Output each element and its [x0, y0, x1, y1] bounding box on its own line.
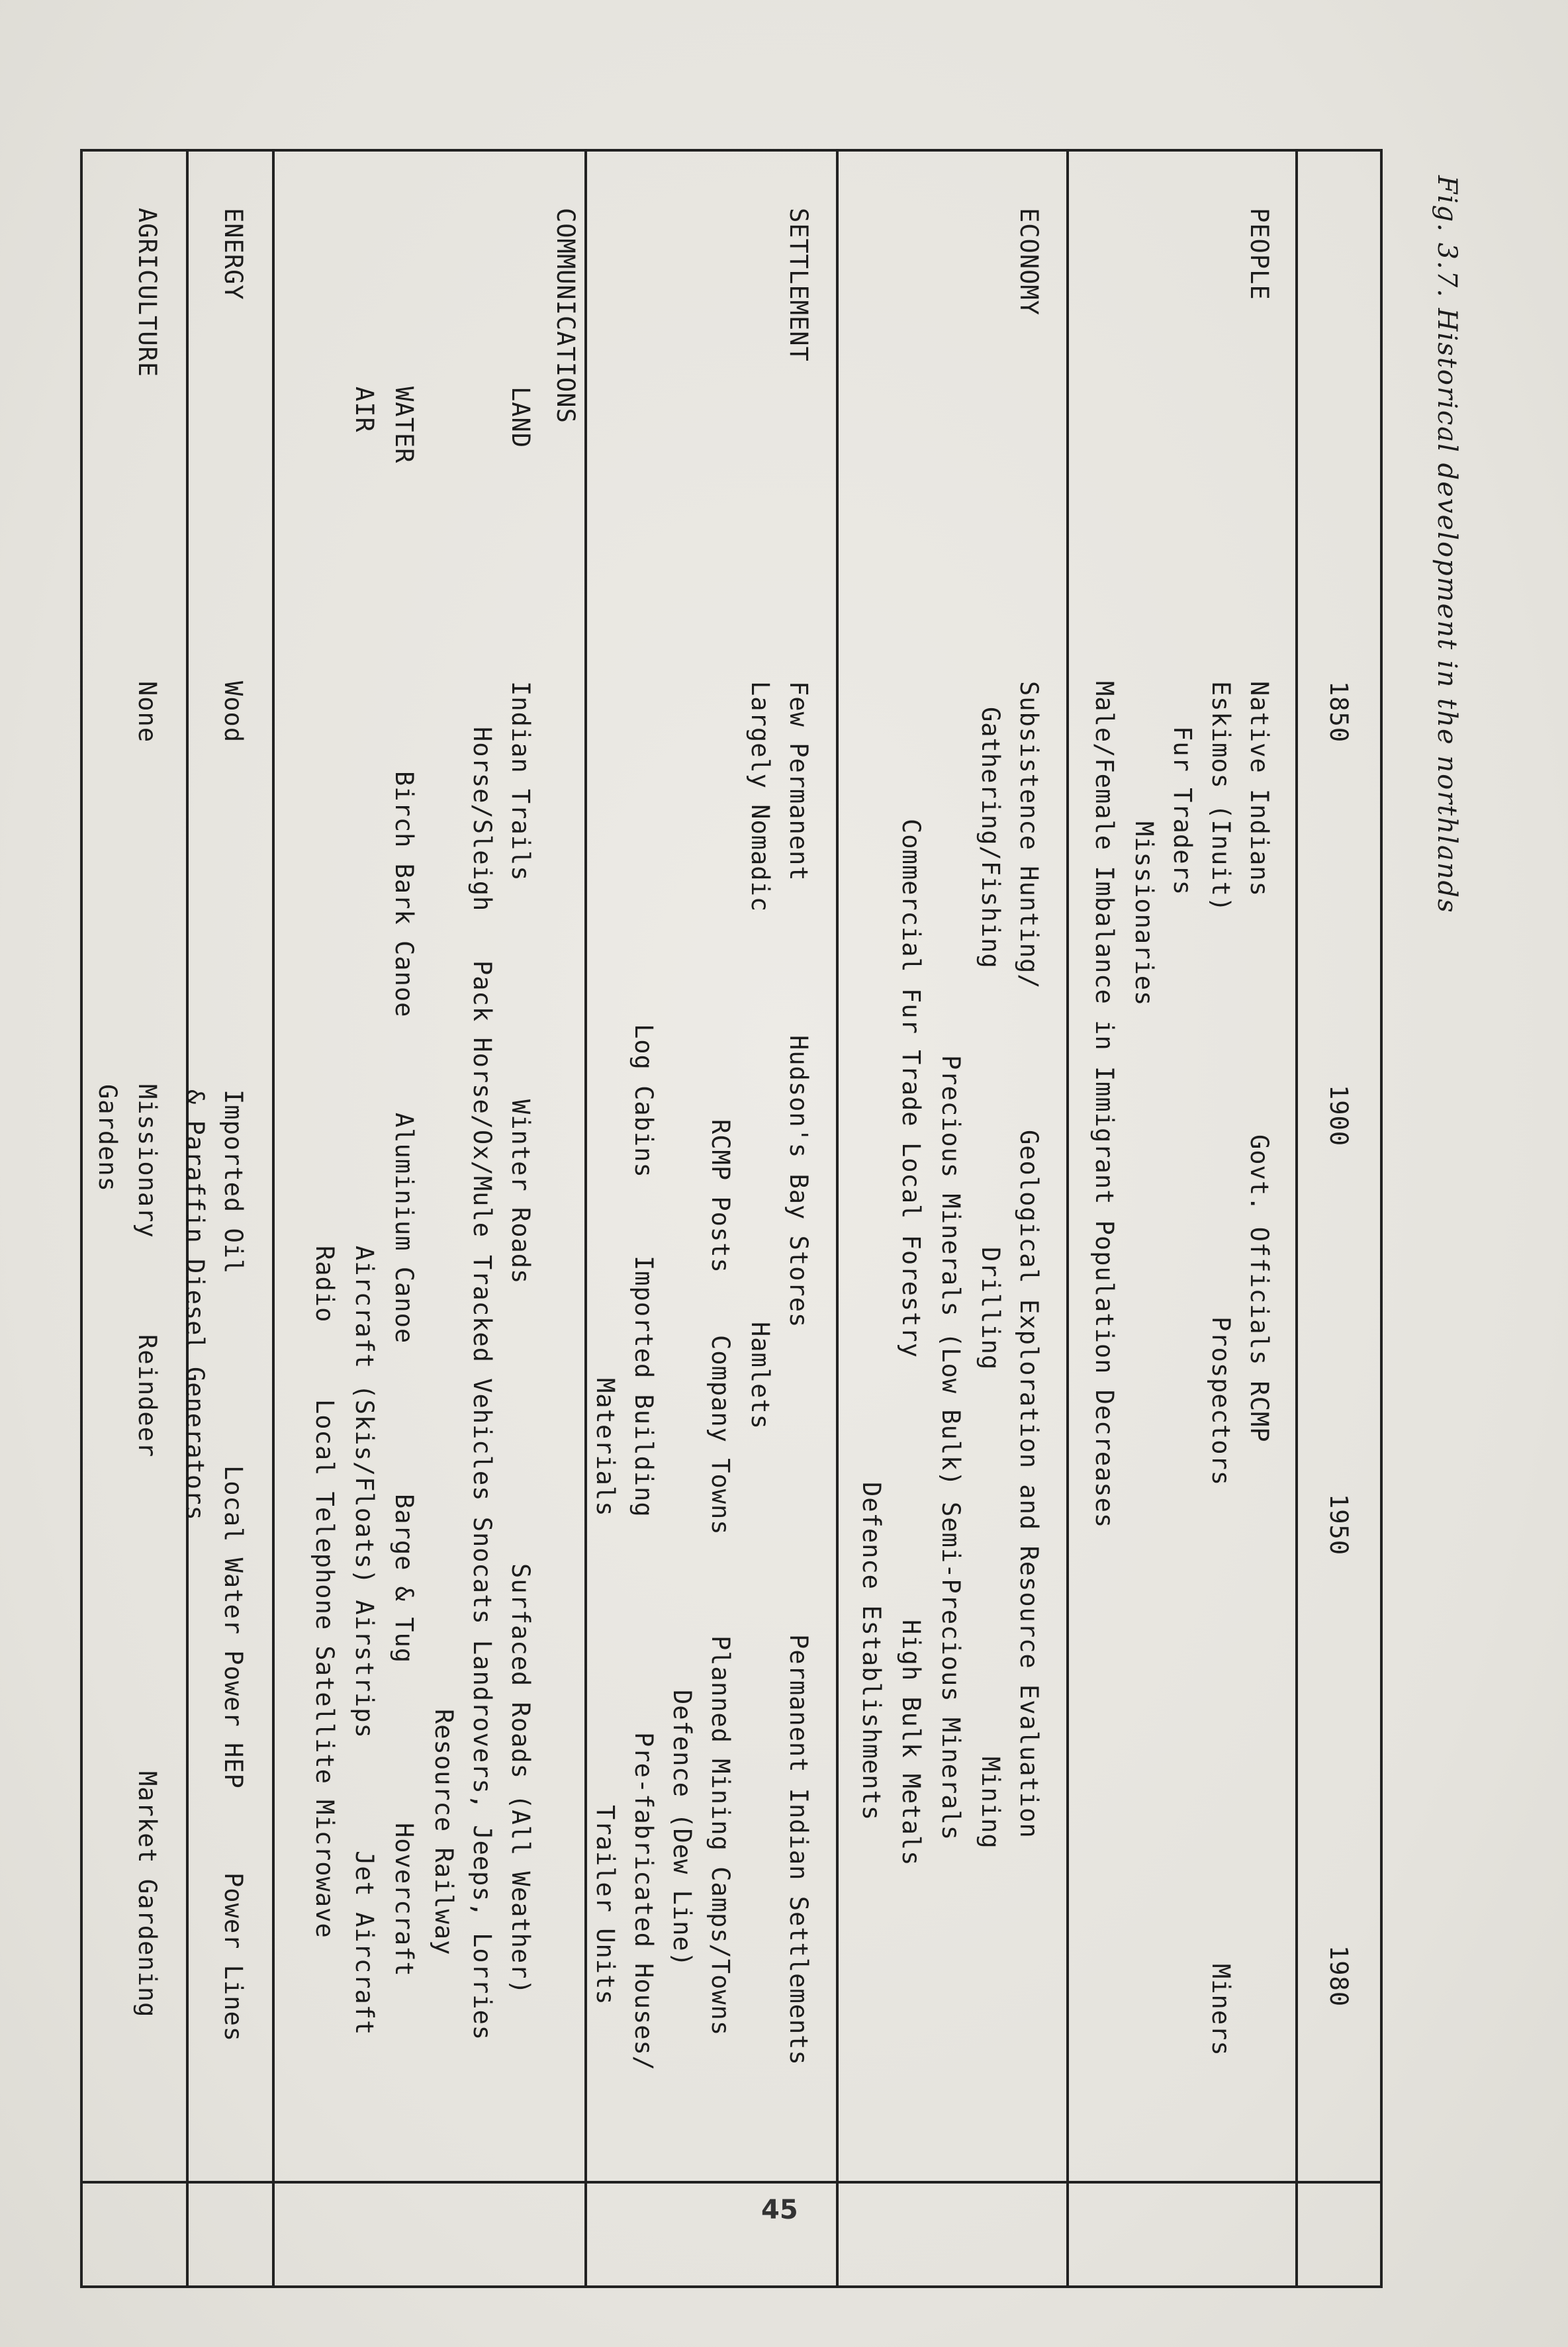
section-settlement: SETTLEMENT [784, 208, 813, 362]
cell: Pre-fabricated Houses/ [629, 1732, 658, 2072]
cell: Imported Building [629, 1256, 658, 1518]
section-energy: ENERGY [219, 208, 248, 300]
cell: Company Towns [706, 1335, 735, 1536]
section-agriculture: AGRICULTURE [133, 208, 161, 378]
cell: Eskimos (Inuit) [1207, 681, 1235, 913]
cell: Miners [1207, 1964, 1235, 2056]
cell: Drilling [976, 1247, 1005, 1371]
cell: Male/Female Imbalance in Immigrant Population Decreases [1090, 681, 1119, 1529]
cell: Pack Horse/Ox/Mule [468, 960, 496, 1238]
rotated-content [0, 83, 1474, 2346]
cell: Local Telephone Satellite Microwave [310, 1399, 339, 1939]
cell: & Paraffin Diesel Generators [181, 1089, 209, 1521]
cell: Jet Aircraft [350, 1851, 379, 2036]
cell: RCMP Posts [706, 1119, 735, 1273]
cell: Wood [219, 681, 248, 743]
cell: Precious Minerals (Low Bulk) Semi-Precious Minerals [937, 1055, 965, 1841]
section-economy: ECONOMY [1015, 208, 1043, 316]
cell: Mining [976, 1757, 1005, 1849]
cell: High Bulk Metals [897, 1620, 925, 1866]
row-divider [1066, 152, 1069, 2285]
cell: Hudson's Bay Stores [784, 1035, 813, 1328]
cell: Missionary [133, 1084, 161, 1238]
row-divider [584, 152, 587, 2285]
subsection-air: AIR [350, 387, 379, 433]
cell: Prospectors [1207, 1316, 1235, 1487]
cell: None [133, 681, 161, 743]
year-1900: 1900 [1324, 1085, 1353, 1147]
row-divider [836, 152, 839, 2285]
cell: Fur Traders [1168, 726, 1197, 896]
cell: Horse/Sleigh [468, 727, 496, 912]
year-1850: 1850 [1324, 681, 1353, 743]
cell: Gardens [93, 1084, 122, 1192]
cell: Indian Trails [506, 681, 535, 882]
historical-development-table [80, 149, 1383, 2288]
cell: Materials [591, 1378, 620, 1517]
page-number: 45 [761, 2195, 798, 2225]
cell: Native Indians [1245, 681, 1273, 897]
cell: Radio [310, 1246, 339, 1323]
cell: Winter Roads [506, 1099, 535, 1285]
cell: Missionaries [1130, 821, 1158, 1007]
column-divider [83, 2181, 1380, 2184]
cell: Imported Oil [219, 1089, 248, 1275]
section-people: PEOPLE [1245, 208, 1273, 300]
cell: Market Gardening [133, 1771, 161, 2018]
cell: Hovercraft [390, 1823, 418, 1977]
cell: Hamlets [746, 1322, 774, 1430]
subsection-land: LAND [506, 387, 535, 449]
cell: Local Forestry [897, 1142, 925, 1358]
cell: Planned Mining Camps/Towns [706, 1635, 735, 2037]
row-divider [1295, 152, 1298, 2285]
cell: Defence Establishments [857, 1482, 886, 1821]
figure-caption: Fig. 3.7. Historical development in the northlands [1432, 175, 1462, 914]
row-divider [272, 152, 275, 2285]
cell: Resource Railway [430, 1709, 458, 1956]
subsection-water: WATER [390, 387, 418, 464]
cell: Surfaced Roads (All Weather) [506, 1563, 535, 1995]
cell: Permanent Indian Settlements [784, 1634, 813, 2066]
cell: Aircraft (Skis/Floats) Airstrips [350, 1246, 379, 1739]
year-1950: 1950 [1324, 1494, 1353, 1556]
cell: Subsistence Hunting/ [1015, 681, 1043, 989]
cell: Reindeer [133, 1334, 161, 1458]
cell: Tracked Vehicles Snocats Landrovers, Jeeps, Lorries [468, 1255, 496, 2041]
cell: Power Lines [219, 1872, 248, 2043]
cell: Aluminium Canoe [390, 1113, 418, 1344]
year-1980: 1980 [1324, 1945, 1353, 2007]
cell: Largely Nomadic [746, 681, 774, 913]
cell: Log Cabins [629, 1024, 658, 1178]
cell: Govt. Officials RCMP [1245, 1134, 1273, 1443]
cell: Trailer Units [591, 1805, 620, 2005]
cell: Local Water Power HEP [219, 1465, 248, 1789]
cell: Birch Bark Canoe [390, 771, 418, 1018]
cell: Defence (Dew Line) [668, 1690, 696, 1967]
section-communications: COMMUNICATIONS [551, 208, 580, 424]
cell: Gathering/Fishing [976, 707, 1005, 969]
cell: Barge & Tug [390, 1494, 418, 1664]
cell: Geological Exploration and Resource Evaluation [1015, 1130, 1043, 1839]
cell: Few Permanent [784, 681, 813, 882]
cell: Commercial Fur Trade [897, 819, 925, 1127]
